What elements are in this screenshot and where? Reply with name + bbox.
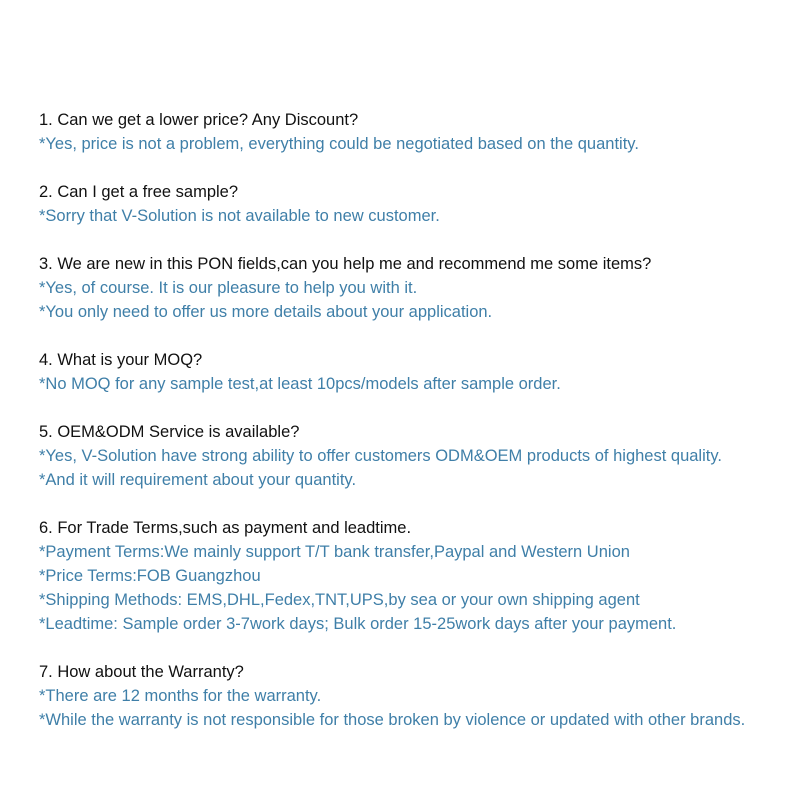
faq-question-3: 3. We are new in this PON fields,can you help me and recommend me some items?	[39, 255, 652, 273]
faq-item-2	[39, 180, 789, 228]
faq-answer-4-1: *No MOQ for any sample test,at least 10pcs/models after sample order.	[39, 375, 561, 393]
faq-answer-5-1: *Yes, V-Solution have strong ability to offer customers ODM&OEM products of highest quality.	[39, 447, 722, 465]
faq-answer-1-1: *Yes, price is not a problem, everything could be negotiated based on the quantity.	[39, 135, 639, 153]
faq-item-6	[39, 516, 789, 636]
faq-answer-6-2: *Price Terms:FOB Guangzhou	[39, 567, 261, 585]
faq-question-7: 7. How about the Warranty?	[39, 663, 244, 681]
faq-item-4	[39, 348, 789, 396]
faq-answer-6-3: *Shipping Methods: EMS,DHL,Fedex,TNT,UPS,by sea or your own shipping agent	[39, 591, 640, 609]
faq-item-1	[39, 108, 789, 156]
faq-item-7	[39, 660, 789, 732]
faq-answer-3-2: *You only need to offer us more details about your application.	[39, 303, 493, 321]
faq-item-3	[39, 252, 789, 324]
faq-question-6: 6. For Trade Terms,such as payment and leadtime.	[39, 519, 412, 537]
faq-answer-2-1: *Sorry that V-Solution is not available to new customer.	[39, 207, 440, 225]
faq-answer-7-1: *There are 12 months for the warranty.	[39, 687, 322, 705]
faq-answer-5-2: *And it will requirement about your quantity.	[39, 471, 357, 489]
faq-answer-6-4: *Leadtime: Sample order 3-7work days; Bulk order 15-25work days after your payment.	[39, 615, 677, 633]
faq-question-1: 1. Can we get a lower price? Any Discount?	[39, 111, 359, 129]
faq-answer-6-1: *Payment Terms:We mainly support T/T bank transfer,Paypal and Western Union	[39, 543, 630, 561]
faq-item-5	[39, 420, 789, 492]
faq-list	[39, 108, 789, 756]
faq-question-5: 5. OEM&ODM Service is available?	[39, 423, 300, 441]
faq-question-4: 4. What is your MOQ?	[39, 351, 203, 369]
faq-question-2: 2. Can I get a free sample?	[39, 183, 239, 201]
faq-answer-3-1: *Yes, of course. It is our pleasure to help you with it.	[39, 279, 418, 297]
faq-answer-7-2: *While the warranty is not responsible for those broken by violence or updated with other brands.	[39, 711, 746, 729]
